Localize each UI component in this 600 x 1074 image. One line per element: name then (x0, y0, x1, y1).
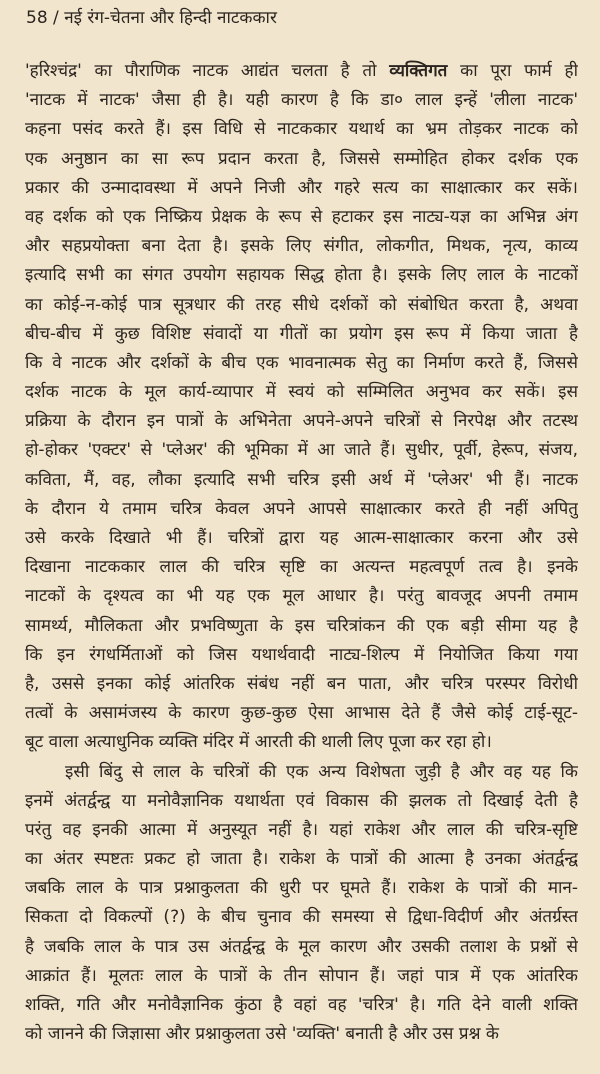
text-line: और सहप्रयोक्ता बना देता है। इसके लिए संगीत, लोकगीत, मिथक, नृत्य, काव्य (25, 236, 578, 257)
text-line: सामर्थ्य, मौलिकता और प्रभविष्णुता के इस चरित्रांकन की एक बड़ी सीमा यह है (25, 615, 578, 636)
text-line: प्रक्रिया के दौरान इन पात्रों के अभिनेता अपने-अपने चरित्रों से निरपेक्ष और तटस्थ (25, 411, 578, 432)
header-separator: / (53, 8, 59, 28)
text-segment: का पूरा फार्म ही (447, 61, 578, 81)
text-line: इनमें अंतर्द्वन्द्व या मनोवैज्ञानिक यथार्थता एवं विकास की झलक तो दिखाई देती है (25, 790, 578, 811)
text-line: कि इन रंगधर्मिताओं को जिस यथार्थवादी नाट्य-शिल्प में नियोजित किया गया (25, 644, 578, 665)
paragraph-lines (25, 86, 578, 1049)
text-line: है, उससे इनका कोई आंतरिक संबंध नहीं बन पाता, और चरित्र परस्पर विरोधी (25, 673, 578, 694)
text-line: को जानने की जिज्ञासा और प्रश्नाकुलता उसे 'व्यक्ति' बनाती है और उस प्रश्न के (25, 1024, 499, 1045)
paragraph-start-line: इसी बिंदु से लाल के चरित्रों की एक अन्य विशेषता जुड़ी है और वह यह कि (65, 761, 578, 782)
text-line: बूट वाला अत्याधुनिक व्यक्ति मंदिर में आरती की थाली लिए पूजा कर रहा हो। (25, 732, 492, 753)
text-line: प्रकार की उन्मादावस्था में अपने निजी और गहरे सत्य का साक्षात्कार कर सकें। (25, 177, 578, 198)
text-line: का कोई-न-कोई पात्र सूत्रधार की तरह सीधे दर्शकों को संबोधित करता है, अथवा (25, 294, 578, 315)
text-line: का अंतर स्पष्टतः प्रकट हो जाता है। राकेश के पात्रों की आत्मा है उनका अंतर्द्वन्द्व (25, 849, 578, 870)
text-line: बीच-बीच में कुछ विशिष्ट संवादों या गीतों का प्रयोग इस रूप में किया जाता है (25, 323, 578, 344)
page-number: 58 (26, 8, 48, 28)
text-line: तत्वों के असामंजस्य के कारण कुछ-कुछ ऐसा आभास देते हैं जैसे कोई टाई-सूट- (25, 703, 578, 724)
text-line: इत्यादि सभी का संगत उपयोग सहायक सिद्ध होता है। इसके लिए लाल के नाटकों (25, 265, 578, 286)
text-line: सिकता दो विकल्पों (?) के बीच चुनाव की समस्या से द्विधा-विदीर्ण और अंतर्ग्रस्त (25, 907, 578, 928)
text-line: आक्रांत हैं। मूलतः लाल के पात्रों के तीन सोपान हैं। जहां पात्र में एक आंतरिक (25, 965, 578, 986)
text-line (25, 57, 578, 86)
text-line: परंतु वह इनकी आत्मा में अनुस्यूत नहीं है। यहां राकेश और लाल की चरित्र-सृष्टि (25, 819, 578, 840)
book-title: नई रंग-चेतना और हिन्दी नाटककार (64, 8, 277, 28)
text-line: दर्शक नाटक के मूल कार्य-व्यापार में स्वयं को सम्मिलित अनुभव कर सकें। इस (25, 382, 578, 403)
text-line: कहना पसंद करते हैं। इस विधि से नाटककार यथार्थ का भ्रम तोड़कर नाटक को (25, 119, 578, 140)
text-segment: 'हरिश्चंद्र' का पौराणिक नाटक आद्यंत चलता है तो (25, 61, 390, 81)
body-text (25, 57, 578, 1049)
text-line: 'नाटक में नाटक' जैसा ही है। यही कारण है कि डा० लाल इन्हें 'लीला नाटक' (25, 90, 578, 111)
text-line: वह दर्शक को एक निष्क्रिय प्रेक्षक के रूप से हटाकर इस नाट्य-यज्ञ का अभिन्न अंग (25, 206, 578, 227)
text-line: शक्ति, गति और मनोवैज्ञानिक कुंठा है वहां वह 'चरित्र' है। गति देने वाली शक्ति (25, 995, 578, 1015)
text-line: है जबकि लाल के पात्र उस अंतर्द्वन्द्व के मूल कारण और उसकी तलाश के प्रश्नों से (25, 936, 578, 957)
text-line: हो-होकर 'एक्टर' से 'प्लेअर' की भूमिका में आ जाते हैं। सुधीर, पूर्वी, हेरूप, संजय, (25, 440, 578, 461)
text-line: दिखाना नाटककार लाल की चरित्र सृष्टि का अत्यन्त महत्वपूर्ण तत्व है। इनके (25, 557, 578, 578)
text-line: उसे करके दिखाते भी हैं। चरित्रों द्वारा यह आत्म-साक्षात्कार करना और उसे (25, 528, 578, 548)
text-line: जबकि लाल के पात्र प्रश्नाकुलता की धुरी पर घूमते हैं। राकेश के पात्रों की मान- (25, 878, 578, 899)
text-line: एक अनुष्ठान का सा रूप प्रदान करता है, जिससे सम्मोहित होकर दर्शक एक (25, 148, 578, 169)
text-line: के दौरान ये तमाम चरित्र केवल अपने आपसे साक्षात्कार करते ही नहीं अपितु (25, 498, 578, 519)
text-line: कविता, मैं, वह, लौका इत्यादि सभी चरित्र इसी अर्थ में 'प्लेअर' भी हैं। नाटक (25, 469, 578, 490)
text-line: कि वे नाटक और दर्शकों के बीच एक भावनात्मक सेतु का निर्माण करते हैं, जिससे (25, 352, 578, 373)
text-line: नाटकों के दृश्यत्व का भी यह एक मूल आधार है। परंतु बावजूद अपनी तमाम (25, 586, 578, 607)
running-header (26, 6, 277, 30)
bold-term: व्यक्तिगत (389, 61, 448, 81)
